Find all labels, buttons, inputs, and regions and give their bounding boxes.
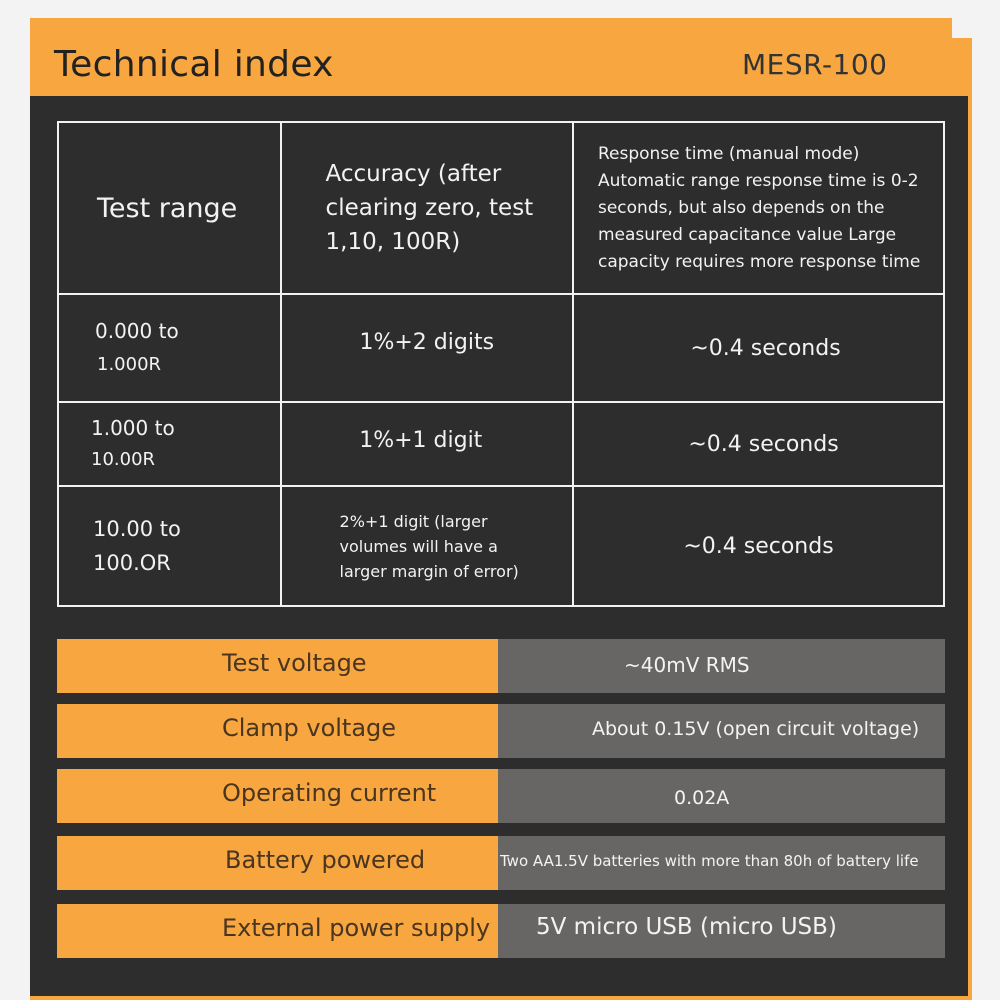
table-row	[58, 294, 944, 402]
table-row	[58, 486, 944, 606]
param-row-operating-current	[57, 769, 945, 823]
param-value: ~40mV RMS	[498, 639, 945, 693]
param-label: External power supply	[57, 904, 498, 958]
param-row-battery-powered	[57, 836, 945, 890]
param-value: About 0.15V (open circuit voltage)	[498, 704, 945, 758]
corner-cut	[952, 18, 972, 38]
range-from: 0.000 to	[95, 319, 179, 343]
range-cell	[58, 294, 281, 402]
param-value: Two AA1.5V batteries with more than 80h of battery life	[498, 836, 945, 890]
param-row-clamp-voltage	[57, 704, 945, 758]
model-number: MESR-100	[742, 48, 888, 81]
response-cell: ~0.4 seconds	[573, 402, 944, 486]
response-cell: ~0.4 seconds	[573, 294, 944, 402]
range-to: 100.OR	[93, 551, 171, 575]
page-title: Technical index	[54, 44, 334, 85]
param-label: Operating current	[57, 769, 498, 823]
param-row-test-voltage	[57, 639, 945, 693]
spec-table	[57, 121, 945, 607]
param-label: Battery powered	[57, 836, 498, 890]
param-label: Clamp voltage	[57, 704, 498, 758]
accuracy-cell: 1%+2 digits	[281, 294, 573, 402]
range-to: 1.000R	[97, 354, 162, 375]
header-test-range: Test range	[58, 122, 281, 294]
range-cell	[58, 486, 281, 606]
table-row	[58, 402, 944, 486]
response-cell: ~0.4 seconds	[573, 486, 944, 606]
param-value: 5V micro USB (micro USB)	[498, 904, 945, 958]
range-from: 10.00 to	[93, 517, 181, 541]
accuracy-cell: 2%+1 digit (larger volumes will have a larger margin of error)	[281, 486, 573, 606]
param-value: 0.02A	[498, 769, 945, 823]
table-header-row	[58, 122, 944, 294]
range-cell	[58, 402, 281, 486]
range-from: 1.000 to	[91, 416, 175, 440]
accuracy-cell: 1%+1 digit	[281, 402, 573, 486]
range-to: 10.00R	[91, 449, 156, 470]
param-label: Test voltage	[57, 639, 498, 693]
param-row-external-power	[57, 904, 945, 958]
header-response-time: Response time (manual mode) Automatic range response time is 0-2 seconds, but also depends on the measured capacitance value Large capacity requires more response time	[573, 122, 944, 294]
header-accuracy: Accuracy (after clearing zero, test 1,10, 100R)	[281, 122, 573, 294]
